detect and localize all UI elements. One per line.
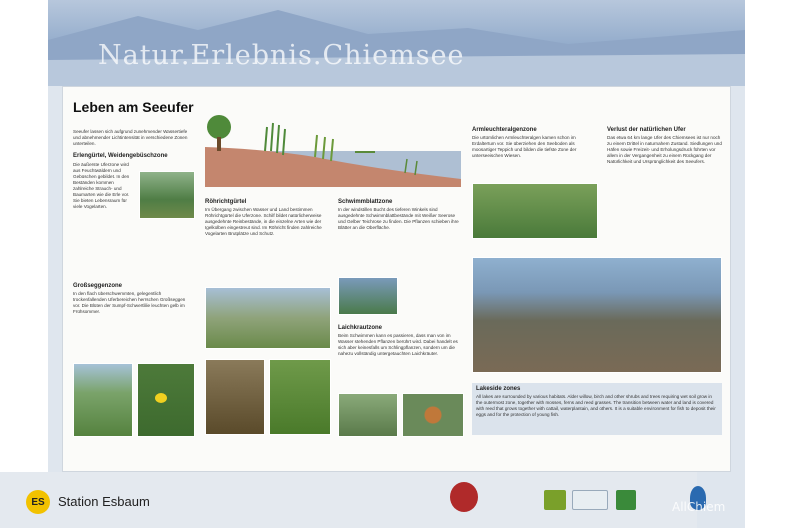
- seggen-photo: [73, 363, 133, 437]
- lake-heading: Lakeside zones: [476, 386, 521, 392]
- zonation-diagram: [205, 107, 461, 187]
- gross-heading: Großseggenzone: [73, 283, 123, 289]
- arm-heading: Armleuchteralgenzone: [472, 127, 537, 133]
- roehricht-text: Im Übergang zwischen Wasser und Land bestimmen Röhrichtgürtel die Uferzone. Schilf bildet natürlicherweise ausgedehnte Reinbestände, in die einzelne Arten wie der Igelkolben eingestreut sind. Im Röhricht finden zahlreiche Vogelarten Brutplätze und Schutz.: [205, 207, 322, 236]
- lake-text: All lakes are surrounded by various habitats. Alder willow, birch and other shrubs and trees requiring wet soil grow in the outermost zone, together with mosses, ferns and reed grasses. The transition between water and land is covered with reed that grows together with cattail, waterplantain, and others. It is a suitable environment for fish to deposit their eggs and for the protection of young fish.: [476, 394, 716, 417]
- verlust-text: Das etwa 64 km lange Ufer des Chiemsees ist nur noch zu einem Drittel in naturnahem Zustand. Siedlungen und Häfen sowie Freizeit- und Erholungsdruck führten vor allem in der Vergangenheit zu einem Rückgang der Natürlichkeit und Ursprünglichkeit des Seeufers.: [607, 135, 722, 164]
- page-title: Leben am Seeufer: [73, 99, 194, 115]
- sponsor-logo-1: [544, 490, 566, 510]
- arm-text: Die urtümlichen Armleuchteralgen kamen schon im Erdaltertum vor. Sie überziehen den Seeboden als moosartiger Teppich und bilden die tiefste Zone der unterseeischen Wiesen.: [472, 135, 577, 158]
- banner-title: Natur.Erlebnis.Chiemsee: [98, 40, 465, 71]
- watermark: AllChiem: [672, 500, 726, 514]
- laichkraut-photo: [338, 393, 398, 437]
- info-sheet: [62, 86, 731, 472]
- laich-heading: Laichkrautzone: [338, 325, 383, 331]
- laich-text: Beim Schwimmen kann es passieren, dass man von im Wasser stehenden Pflanzen berührt wird. Dabei handelt es sich aber keinesfalls um Schlingpflanzen, sondern um die nahezu vollständig untergetauchten Laichkräuter.: [338, 333, 458, 356]
- intro-text: Seeufer lassen sich aufgrund zunehmender Wassertiefe und abnehmender Lichtintensität in verschiedene Zonen unterteilen.: [73, 129, 188, 146]
- erlen-photo: [139, 171, 195, 219]
- english-box: [472, 383, 722, 435]
- armleuchter-photo: [472, 183, 598, 239]
- schwimm-heading: Schwimmblattzone: [338, 199, 393, 205]
- sponsor-logo-3: [616, 490, 636, 510]
- municipality-crest: [450, 482, 478, 512]
- roehricht-heading: Röhrichtgürtel: [205, 199, 247, 205]
- gross-text: In den flach überschwemmten, gelegentlich trockenfallenden Uferbereichen herrschen Großseggen vor. Die Blüten der Sumpf-Schwertlilie leuchten gelb im Frühsommer.: [73, 291, 186, 314]
- sign-panel: [48, 0, 745, 528]
- verlust-heading: Verlust der natürlichen Ufer: [607, 127, 686, 133]
- erlen-heading: Erlengürtel, Weidengebüschzone: [73, 153, 168, 159]
- snail-photo: [402, 393, 464, 437]
- roehricht-photo: [205, 287, 331, 349]
- seerose-photo: [338, 277, 398, 315]
- shore-photo: [472, 257, 722, 373]
- station-name: Station Esbaum: [58, 494, 150, 509]
- sponsor-logo-2: [572, 490, 608, 510]
- reed-stems-photo: [269, 359, 331, 435]
- schwimm-text: In der windstillen Bucht des tieferen Winkels sind ausgedehnte Schwimmblattbestände mit Weißer Seerose und Gelber Teichrose zu finden. Die Pflanzen schieben ihre Blätter an die Oberfläche.: [338, 207, 459, 230]
- station-badge: ES: [26, 490, 50, 514]
- rail-bird-photo: [205, 359, 265, 435]
- iris-flower: [155, 393, 167, 403]
- erlen-text: Die äußerste Uferzone wird aus Feuchtwäldern und Gebüschen gebildet. In den Beständen kommen zahlreiche Strauch- und Baumarten wie die Erle vor. Sie bieten Lebensraum für viele Vogelarten.: [73, 162, 130, 209]
